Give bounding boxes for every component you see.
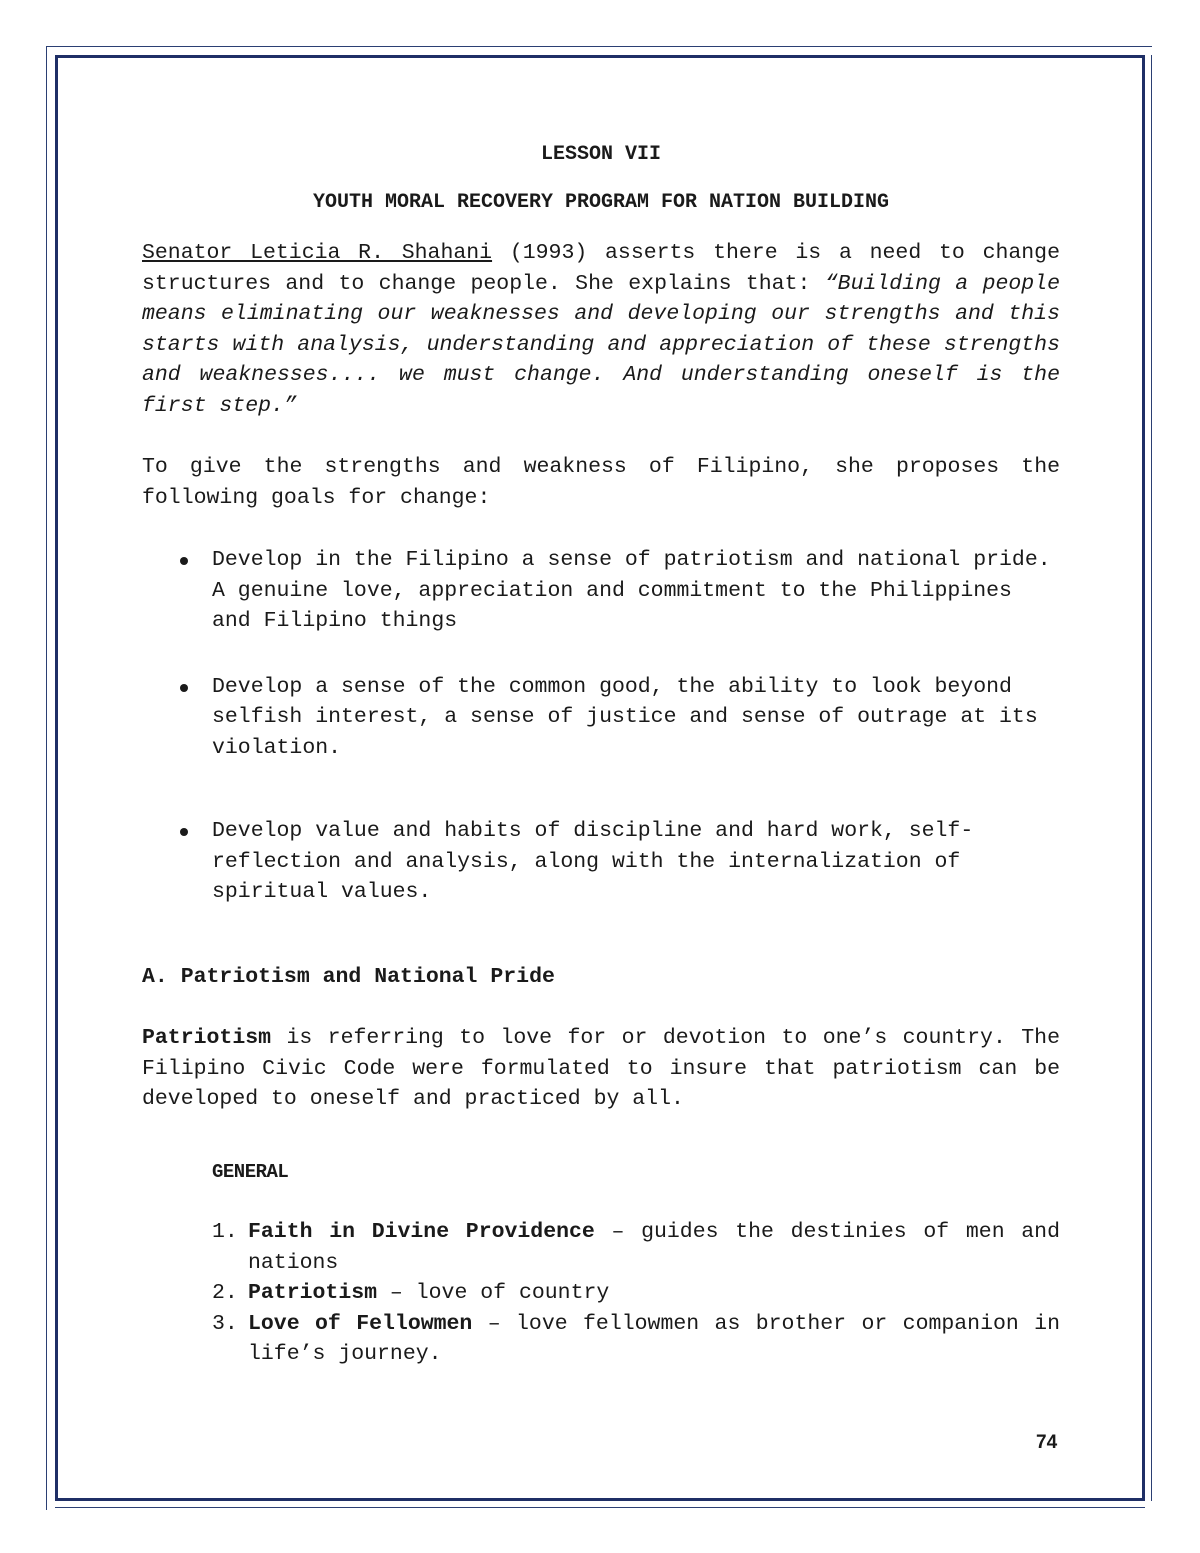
page-number: 74 [1036, 1432, 1058, 1453]
goals-intro-paragraph: To give the strengths and weakness of Filipino, she proposes the following goals for change: [142, 455, 1060, 510]
bullet-icon [180, 684, 188, 692]
intro-quote: “Building a people means eliminating our weaknesses and developing our strengths and this starts with analysis, understanding and appreciation of these strengths and weaknesses.... we must change. And understanding oneself is the first step.” [142, 271, 1060, 418]
goal-item [142, 816, 1060, 908]
section-a-heading: A. Patriotism and National Pride [142, 964, 555, 989]
goal-item [142, 545, 1060, 637]
item-term: Faith in Divine Providence [248, 1220, 595, 1244]
item-number: 2. [212, 1281, 238, 1305]
intro-text: (1993) asserts there is a need to change structures and to change people. She explains that: [142, 241, 1060, 296]
item-text: – love fellowmen as brother or companion in life’s journey. [248, 1311, 1060, 1366]
general-heading: GENERAL [212, 1160, 289, 1183]
item-term: Patriotism [248, 1281, 378, 1305]
general-item [212, 1278, 1060, 1309]
item-term: Love of Fellowmen [248, 1311, 473, 1336]
goal-text: Develop value and habits of discipline and hard work, self-reflection and analysis, along with the internalization of spiritual values. [212, 819, 974, 904]
lesson-label: LESSON VII [540, 143, 662, 166]
goal-item [142, 672, 1060, 764]
patriotism-definition: is referring to love for or devotion to one’s country. The Filipino Civic Code were formulated to insure that patriotism can be developed to oneself and practiced by all. [142, 1026, 1060, 1111]
item-number: 1. [212, 1220, 238, 1244]
intro-paragraph [142, 238, 1060, 421]
patriotism-paragraph [142, 1023, 1060, 1115]
goal-text: Develop a sense of the common good, the ability to look beyond selfish interest, a sense of justice and sense of outrage at its violation. [212, 674, 1038, 760]
general-item [212, 1309, 1060, 1370]
page-border-right-line [1151, 55, 1152, 1501]
general-list [142, 1217, 1060, 1370]
page-border-bottom-line [55, 1507, 1145, 1508]
intro-author: Senator Leticia R. Shahani [142, 241, 493, 265]
bullet-icon [180, 828, 188, 836]
patriotism-term: Patriotism [142, 1026, 272, 1050]
general-item [212, 1217, 1060, 1278]
item-number: 3. [212, 1311, 238, 1336]
goals-list [142, 545, 1060, 908]
item-text: – guides the destinies of men and nations [248, 1220, 1060, 1275]
goal-text: Develop in the Filipino a sense of patriotism and national pride. A genuine love, appreciation and commitment to the Philippines and Filipino things [212, 548, 1051, 633]
item-text: – love of country [377, 1281, 610, 1305]
lesson-title: YOUTH MORAL RECOVERY PROGRAM FOR NATION BUILDING [312, 191, 890, 214]
bullet-icon [180, 557, 188, 565]
page-content [142, 138, 1060, 1370]
